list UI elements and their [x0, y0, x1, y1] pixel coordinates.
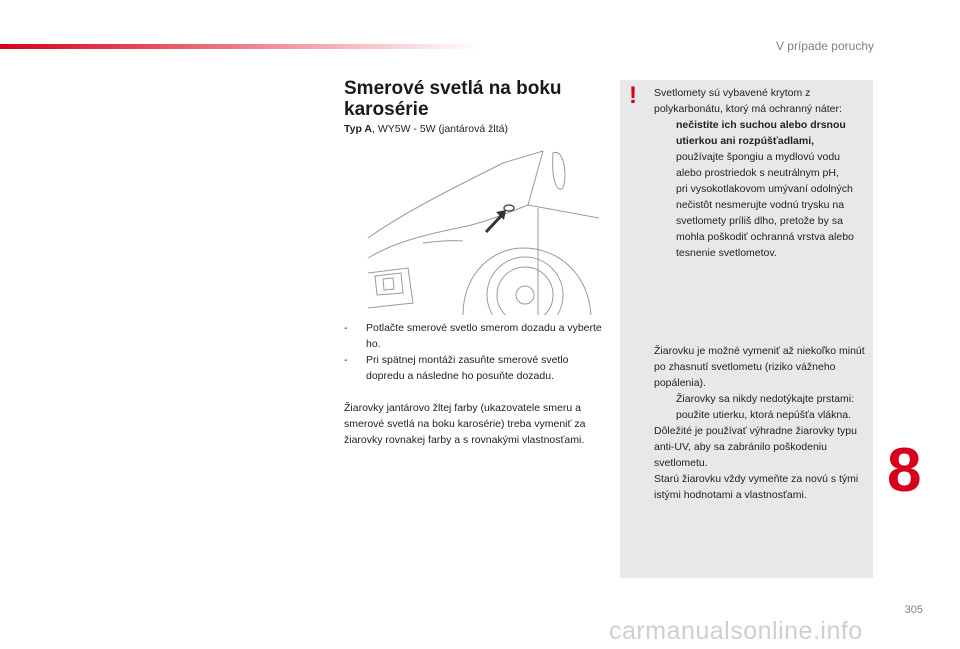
warning-intro: Svetlomety sú vybavené krytom z polykarbonátu, ktorý má ochranný náter:	[654, 87, 842, 115]
type-label: Typ A	[344, 123, 372, 135]
type-spec: , WY5W - 5W (jantárová žltá)	[372, 123, 508, 135]
article-title	[344, 78, 594, 120]
warning-item	[654, 117, 868, 149]
chapter-color-bar	[0, 44, 480, 49]
warning-item-text: nečistite ich suchou alebo drsnou utierkou ani rozpúšťadlami,	[676, 119, 846, 147]
watermark: carmanualsonline.info	[609, 617, 863, 645]
bulb-info-item-text: Žiarovky sa nikdy nedotýkajte prstami: použite utierku, ktorá nepúšťa vlákna.	[676, 393, 854, 421]
warning-item	[654, 149, 868, 181]
bulb-type-line	[344, 123, 508, 135]
article-title-line1: Smerové svetlá na boku	[344, 78, 562, 99]
amber-bulb-paragraph: Žiarovky jantárovo žltej farby (ukazovatele smeru a smerové svetlá na boku karosérie) treba vymeniť za žiarovky rovnakej farby a s rovnakými vlastnosťami.	[344, 402, 586, 446]
page-number: 305	[904, 604, 923, 616]
warning-item-text: pri vysokotlakovom umývaní odolných nečistôt nesmerujte vodnú trysku na svetlomety príliš dlho, pretože by sa mohla poškodiť ochranná vrstva alebo tesnenie svetlometov.	[676, 183, 854, 259]
step-item	[344, 352, 602, 384]
warning-item-text: používajte špongiu a mydlovú vodu alebo prostriedok s neutrálnym pH,	[676, 151, 841, 179]
steps-list	[344, 320, 602, 384]
side-indicator-illustration	[363, 143, 599, 315]
warning-exclamation-icon: !	[629, 82, 637, 109]
section-title: V prípade poruchy	[775, 39, 874, 53]
article-title-line2: karosérie	[344, 99, 429, 120]
bulb-info-note2: Starú žiarovku vždy vymeňte za novú s tými istými hodnotami a vlastnosťami.	[654, 473, 859, 501]
bulb-info-item	[654, 391, 868, 423]
bulb-info-intro: Žiarovku je možné vymeniť až niekoľko minút po zhasnutí svetlometu (riziko vážneho popálenia).	[654, 345, 865, 389]
step-text: Potlačte smerové svetlo smerom dozadu a vyberte ho.	[366, 322, 602, 350]
bulb-info	[654, 343, 868, 503]
warning-item	[654, 181, 868, 261]
step-text: Pri spätnej montáži zasuňte smerové svetlo dopredu a následne ho posuňte dozadu.	[366, 354, 569, 382]
warning-text	[654, 85, 868, 261]
step-dash: -	[344, 354, 348, 366]
bulb-info-note1: Dôležité je používať výhradne žiarovky typu anti-UV, aby sa zabránilo poškodeniu svetlometu.	[654, 425, 857, 469]
chapter-number: 8	[887, 436, 922, 505]
step-dash: -	[344, 322, 348, 334]
step-item	[344, 320, 602, 352]
